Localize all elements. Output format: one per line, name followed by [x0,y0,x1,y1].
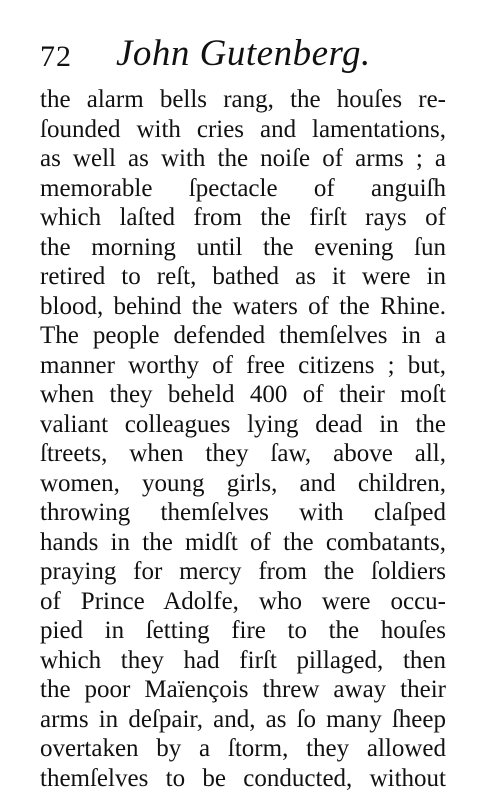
text-line: throwing themſelves with claſped [40,499,446,526]
text-line: arms in deſpair, and, as ſo many ſheep [40,705,446,733]
text-line: blood, behind the waters of the Rhine. [40,292,446,320]
text-line: which they had firſt pillaged, then [40,646,446,674]
text-line: retired to reſt, bathed as it were in [40,263,446,290]
text-line: which laſted from the firſt rays of [40,204,446,231]
text-line: women, young girls, and children, [40,469,446,497]
text-line: as well as with the noiſe of arms ; a [40,145,446,172]
text-line: pied in ſetting fire to the houſes [40,617,446,644]
page-header [40,30,460,80]
running-title: John Gutenberg. [116,33,371,74]
text-line: The people defended themſelves in a [40,322,446,349]
text-line: ſounded with cries and lamentations, [40,115,446,143]
text-line: ſtreets, when they ſaw, above all, [40,440,446,467]
text-line: memorable ſpectacle of anguiſh [40,174,446,202]
text-line: the alarm bells rang, the houſes re- [40,86,446,113]
text-line: manner worthy of free citizens ; but, [40,351,446,379]
text-line: valiant colleagues lying dead in the [40,410,446,438]
text-line: hands in the midſt of the combatants, [40,528,446,556]
page-number: 72 [40,40,72,73]
body-text [40,85,446,793]
text-line: themſelves to be conducted, without [40,764,446,792]
text-line: the poor Maïençois threw away their [40,676,446,703]
text-line: overtaken by a ſtorm, they allowed [40,735,446,762]
text-line: the morning until the evening ſun [40,233,446,261]
text-line: of Prince Adolfe, who were occu- [40,587,446,615]
text-line: praying for mercy from the ſoldiers [40,558,446,585]
text-line: when they beheld 400 of their moſt [40,381,446,408]
